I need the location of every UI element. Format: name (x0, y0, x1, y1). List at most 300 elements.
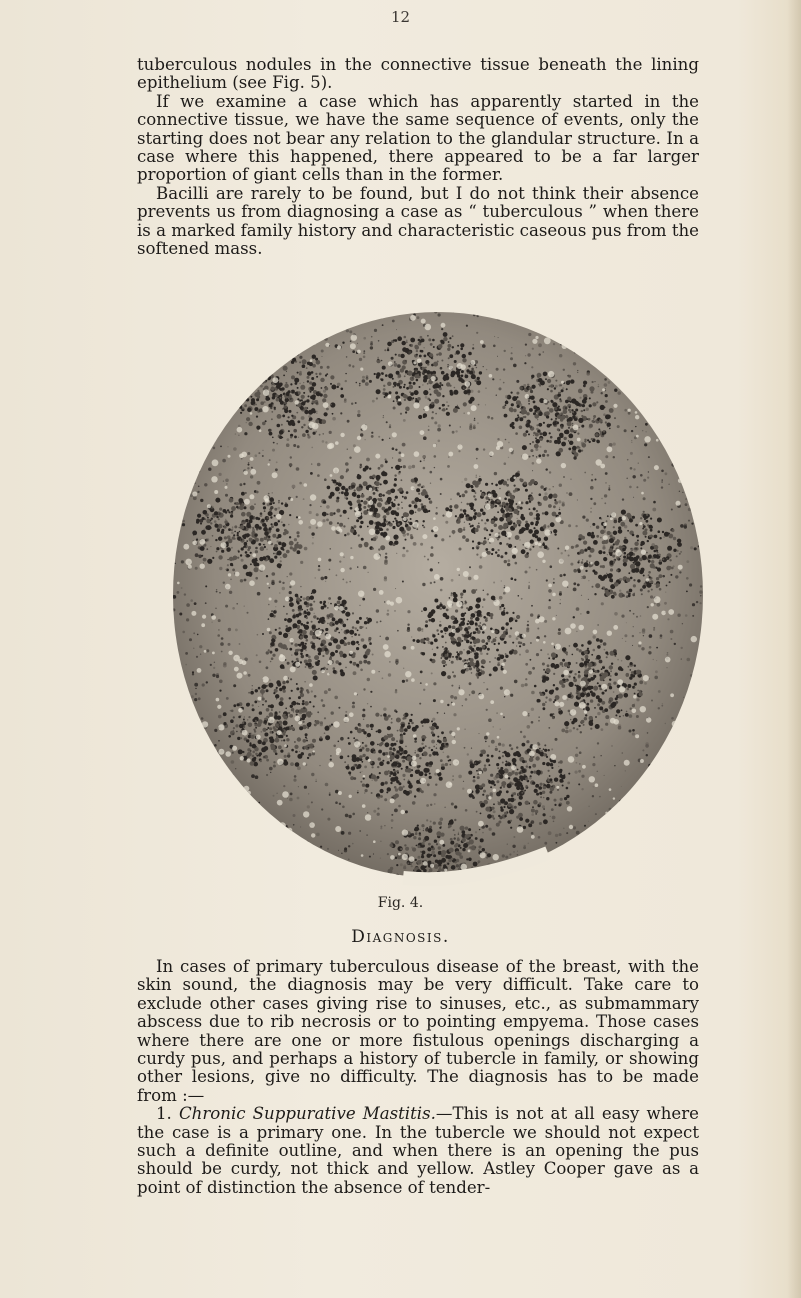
stipple-dot (364, 621, 367, 624)
stipple-dot (547, 407, 549, 409)
stipple-dot (529, 387, 533, 391)
stipple-dot (590, 641, 592, 643)
stipple-dot (459, 513, 464, 518)
stipple-dot (404, 336, 407, 339)
stipple-dot (445, 763, 448, 766)
stipple-dot (542, 791, 545, 794)
stipple-dot (345, 373, 346, 374)
stipple-dot (555, 664, 559, 668)
stipple-dot (328, 597, 331, 600)
stipple-dot (546, 797, 549, 800)
stipple-dot (256, 528, 258, 530)
stipple-dot (283, 375, 285, 377)
stipple-dot (349, 630, 354, 635)
stipple-dot (618, 391, 621, 394)
stipple-dot (648, 764, 652, 768)
stipple-dot (307, 723, 312, 728)
stipple-dot (640, 517, 642, 519)
stipple-dot (395, 857, 398, 860)
stipple-dot (692, 825, 695, 828)
stipple-dot (536, 569, 538, 571)
stipple-dot (626, 622, 627, 623)
stipple-dot (394, 786, 397, 789)
stipple-dot (624, 552, 627, 555)
stipple-dot (237, 534, 239, 536)
stipple-dot (228, 643, 231, 646)
stipple-dot (303, 424, 305, 426)
stipple-dot (212, 622, 213, 623)
stipple-dot (264, 843, 266, 845)
stipple-dot (484, 537, 486, 539)
stipple-dot (266, 708, 270, 712)
stipple-dot (504, 350, 506, 352)
stipple-dot (454, 387, 456, 389)
stipple-dot (228, 628, 231, 631)
stipple-dot (406, 888, 409, 890)
stipple-dot (363, 481, 368, 486)
stipple-dot (605, 715, 609, 719)
stipple-dot (482, 832, 484, 834)
stipple-dot (491, 483, 493, 485)
stipple-dot (365, 382, 369, 386)
stipple-dot (324, 412, 328, 416)
stipple-dot (487, 648, 490, 651)
stipple-dot (464, 602, 466, 604)
stipple-dot (610, 532, 613, 535)
stipple-dot (434, 311, 437, 314)
stipple-dot (613, 682, 616, 685)
stipple-dot (240, 554, 242, 556)
stipple-dot (569, 682, 574, 687)
stipple-dot (285, 382, 287, 384)
stipple-dot (538, 383, 540, 385)
stipple-dot (228, 539, 233, 544)
stipple-dot (513, 792, 516, 795)
stipple-dot (655, 334, 657, 336)
stipple-dot (543, 753, 547, 757)
stipple-dot (385, 752, 388, 755)
stipple-dot (549, 440, 552, 443)
stipple-dot (615, 701, 618, 704)
stipple-dot (368, 639, 371, 642)
stipple-dot (673, 453, 675, 455)
stipple-dot (282, 352, 284, 354)
stipple-dot (284, 405, 288, 409)
stipple-dot (506, 629, 508, 631)
stipple-dot (550, 816, 551, 817)
stipple-dot (441, 538, 444, 541)
stipple-dot (362, 376, 365, 379)
stipple-dot (646, 413, 647, 414)
stipple-dot (289, 514, 291, 516)
stipple-dot (532, 441, 534, 443)
stipple-dot (568, 448, 571, 451)
stipple-dot (278, 745, 282, 749)
stipple-dot (552, 716, 555, 719)
stipple-dot (604, 649, 606, 651)
stipple-dot (537, 699, 541, 703)
stipple-dot (385, 374, 388, 377)
stipple-dot (270, 497, 274, 501)
stipple-dot (610, 670, 612, 672)
stipple-dot (405, 411, 407, 413)
stipple-dot (567, 694, 571, 698)
stipple-dot (647, 814, 650, 817)
stipple-dot (219, 592, 221, 594)
stipple-dot (491, 641, 494, 644)
stipple-dot (559, 507, 560, 508)
stipple-dot (554, 407, 557, 410)
stipple-dot (231, 311, 234, 314)
stipple-dot (278, 520, 280, 522)
stipple-dot (213, 416, 217, 420)
stipple-dot (537, 537, 541, 541)
stipple-dot (394, 478, 397, 481)
stipple-dot (487, 814, 492, 819)
stipple-dot (286, 550, 290, 554)
stipple-dot (549, 488, 551, 490)
stipple-dot (357, 414, 361, 418)
stipple-dot (303, 707, 306, 710)
stipple-dot (222, 459, 226, 463)
stipple-dot (274, 408, 276, 410)
stipple-dot (554, 499, 556, 501)
stipple-dot (548, 657, 550, 659)
stipple-dot (513, 490, 516, 493)
stipple-dot (248, 723, 253, 728)
stipple-dot (568, 524, 571, 527)
stipple-dot (233, 534, 235, 536)
stipple-dot (674, 416, 676, 418)
stipple-dot (533, 405, 537, 409)
stipple-dot (193, 414, 195, 416)
stipple-dot (437, 736, 439, 738)
stipple-dot (505, 506, 508, 509)
stipple-dot (666, 756, 670, 760)
stipple-dot (588, 418, 591, 421)
stipple-dot (462, 358, 466, 362)
stipple-dot (420, 671, 423, 674)
stipple-dot (302, 645, 307, 650)
stipple-dot (615, 697, 618, 700)
stipple-dot (565, 550, 567, 552)
stipple-dot (311, 447, 313, 449)
stipple-dot (485, 807, 490, 812)
stipple-dot (508, 442, 510, 444)
stipple-dot (304, 410, 308, 414)
stipple-dot (526, 421, 529, 424)
stipple-dot (431, 749, 433, 751)
stipple-dot (469, 888, 473, 890)
stipple-dot (481, 542, 483, 544)
stipple-dot (357, 790, 359, 792)
stipple-dot (276, 528, 280, 532)
stipple-dot (296, 531, 299, 534)
stipple-dot (473, 490, 475, 492)
stipple-dot (284, 618, 287, 621)
stipple-dot (402, 347, 407, 352)
stipple-dot (559, 509, 561, 511)
stipple-dot (646, 583, 651, 588)
stipple-dot (454, 805, 457, 808)
stipple-dot (370, 691, 372, 693)
stipple-dot (239, 388, 241, 390)
stipple-dot (298, 544, 303, 549)
stipple-dot (334, 603, 337, 606)
stipple-dot (586, 519, 589, 522)
stipple-dot (497, 539, 499, 541)
stipple-dot (264, 531, 269, 536)
stipple-dot (377, 744, 379, 746)
stipple-dot (338, 596, 342, 600)
stipple-dot (445, 642, 447, 644)
stipple-dot (282, 415, 285, 418)
stipple-dot (596, 401, 598, 403)
stipple-dot (404, 384, 406, 386)
stipple-dot (358, 872, 361, 875)
stipple-dot (260, 381, 262, 383)
stipple-dot (383, 494, 385, 496)
stipple-dot (688, 520, 690, 522)
stipple-dot (549, 690, 554, 695)
stipple-dot (216, 433, 219, 436)
stipple-dot (611, 595, 615, 599)
stipple-dot (324, 337, 328, 341)
stipple-dot (216, 547, 219, 550)
stipple-dot (629, 486, 632, 489)
stipple-dot (549, 778, 552, 781)
stipple-dot (517, 513, 520, 516)
stipple-dot (409, 385, 414, 390)
stipple-dot (511, 403, 514, 406)
stipple-dot (664, 602, 667, 605)
stipple-dot (642, 528, 644, 530)
stipple-dot (382, 760, 384, 762)
stipple-dot (554, 387, 556, 389)
stipple-dot (271, 709, 273, 711)
stipple-dot (215, 498, 220, 503)
stipple-dot (385, 520, 387, 522)
stipple-dot (219, 690, 221, 692)
stipple-dot (532, 764, 536, 768)
stipple-dot (268, 370, 273, 375)
stipple-dot (475, 846, 477, 848)
stipple-dot (326, 327, 328, 329)
stipple-dot (444, 713, 445, 714)
stipple-dot (558, 500, 561, 503)
stipple-dot (402, 774, 405, 777)
stipple-dot (609, 408, 614, 413)
stipple-dot (376, 375, 379, 378)
stipple-dot (693, 455, 696, 458)
stipple-dot (461, 502, 462, 503)
stipple-dot (525, 777, 528, 780)
stipple-dot (462, 830, 466, 834)
stipple-dot (277, 317, 279, 319)
stipple-dot (401, 753, 403, 755)
stipple-dot (297, 550, 301, 554)
stipple-dot (386, 791, 388, 793)
stipple-dot (281, 730, 284, 733)
stipple-dot (490, 774, 493, 777)
stipple-dot (625, 655, 630, 660)
stipple-dot (539, 446, 541, 448)
stipple-dot (418, 493, 420, 495)
stipple-dot (667, 546, 672, 551)
stipple-dot (251, 398, 255, 402)
stipple-dot (218, 518, 220, 520)
stipple-dot (501, 627, 505, 631)
stipple-dot (671, 463, 675, 467)
stipple-dot (227, 509, 229, 511)
stipple-dot (210, 522, 212, 524)
stipple-dot (536, 877, 539, 880)
stipple-dot (365, 789, 368, 792)
stipple-dot (411, 399, 413, 401)
stipple-dot (400, 737, 404, 741)
stipple-dot (309, 859, 312, 862)
stipple-dot (496, 763, 499, 766)
stipple-dot (296, 412, 298, 414)
stipple-dot (270, 516, 272, 518)
stipple-dot (678, 415, 679, 416)
stipple-dot (256, 863, 259, 866)
stipple-dot (357, 500, 360, 503)
stipple-dot (378, 757, 381, 760)
stipple-dot (561, 415, 566, 420)
stipple-dot (601, 668, 603, 670)
stipple-dot (415, 770, 419, 774)
stipple-dot (343, 525, 345, 527)
stipple-dot (547, 424, 551, 428)
stipple-dot (700, 824, 702, 826)
stipple-dot (324, 621, 326, 623)
stipple-dot (419, 371, 422, 374)
stipple-dot (326, 668, 328, 670)
stipple-dot (363, 660, 367, 664)
stipple-dot (566, 787, 569, 790)
stipple-dot (562, 785, 564, 787)
stipple-dot (464, 402, 467, 405)
stipple-dot (690, 815, 692, 817)
stipple-dot (483, 598, 486, 601)
stipple-dot (690, 464, 692, 466)
stipple-dot (401, 727, 403, 729)
stipple-dot (385, 460, 388, 463)
stipple-dot (529, 548, 531, 550)
stipple-dot (318, 652, 321, 655)
stipple-dot (474, 762, 476, 764)
stipple-dot (697, 424, 701, 428)
stipple-dot (542, 762, 545, 765)
stipple-dot (592, 586, 594, 588)
stipple-dot (605, 394, 608, 397)
stipple-dot (435, 413, 437, 415)
stipple-dot (547, 413, 549, 415)
stipple-dot (363, 510, 368, 515)
stipple-dot (550, 763, 553, 766)
stipple-dot (423, 607, 427, 611)
stipple-dot (240, 337, 243, 340)
stipple-dot (525, 683, 528, 686)
stipple-dot (603, 430, 605, 432)
stipple-dot (302, 700, 304, 702)
stipple-dot (376, 731, 378, 733)
stipple-dot (493, 803, 495, 805)
stipple-dot (465, 698, 468, 701)
stipple-dot (380, 524, 382, 526)
stipple-dot (337, 522, 339, 524)
stipple-dot (663, 874, 665, 876)
stipple-dot (241, 392, 245, 396)
stipple-dot (338, 618, 343, 623)
stipple-dot (657, 552, 659, 554)
stipple-dot (499, 790, 502, 793)
stipple-dot (354, 633, 357, 636)
stipple-dot (275, 606, 276, 607)
stipple-dot (689, 501, 691, 503)
stipple-dot (250, 396, 252, 398)
stipple-dot (294, 378, 299, 383)
stipple-dot (381, 372, 384, 375)
stipple-dot (264, 356, 266, 358)
stipple-dot (372, 748, 374, 750)
stipple-dot (236, 731, 237, 732)
stipple-dot (520, 507, 523, 510)
stipple-dot (423, 689, 425, 691)
stipple-dot (565, 858, 568, 861)
stipple-dot (636, 561, 641, 566)
stipple-dot (236, 385, 238, 387)
stipple-dot (482, 794, 484, 796)
stipple-dot (311, 463, 312, 464)
stipple-dot (403, 386, 405, 388)
stipple-dot (189, 638, 192, 641)
stipple-dot (514, 799, 516, 801)
stipple-dot (485, 548, 488, 551)
stipple-dot (553, 494, 558, 499)
stipple-dot (197, 491, 199, 493)
stipple-dot (590, 699, 593, 702)
stipple-dot (306, 399, 309, 402)
stipple-dot (392, 526, 395, 529)
stipple-dot (234, 404, 239, 409)
stipple-dot (474, 532, 476, 534)
stipple-dot (217, 792, 218, 793)
stipple-dot (261, 747, 266, 752)
stipple-dot (310, 607, 314, 611)
stipple-dot (218, 629, 220, 631)
stipple-dot (510, 410, 513, 413)
stipple-dot (680, 326, 682, 328)
stipple-dot (491, 807, 494, 810)
stipple-dot (465, 668, 469, 672)
stipple-dot (325, 374, 327, 376)
stipple-dot (504, 560, 507, 563)
stipple-dot (482, 631, 485, 634)
stipple-dot (186, 618, 189, 621)
stipple-dot (466, 858, 468, 860)
stipple-dot (516, 746, 518, 748)
stipple-dot (434, 752, 436, 754)
stipple-dot (608, 381, 611, 384)
stipple-dot (499, 606, 501, 608)
stipple-dot (271, 411, 273, 413)
stipple-dot (640, 615, 642, 617)
stipple-dot (181, 560, 184, 563)
stipple-dot (325, 651, 328, 654)
stipple-dot (308, 415, 311, 418)
